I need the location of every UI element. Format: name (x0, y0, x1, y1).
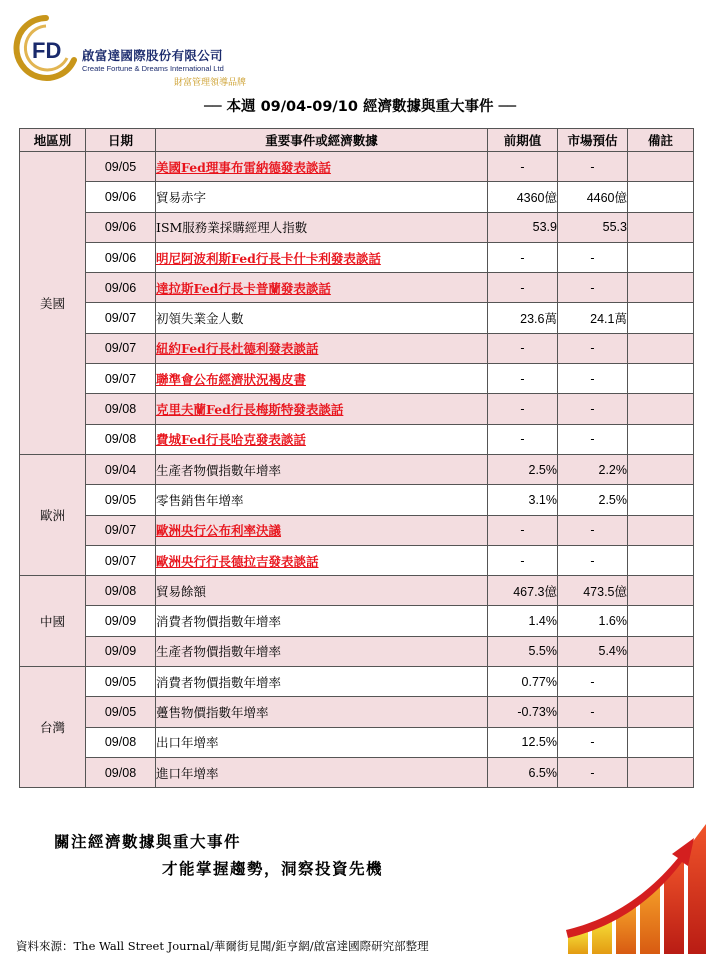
event-cell: 初領失業金人數 (156, 303, 488, 333)
region-cell: 中國 (20, 576, 86, 667)
previous-value-cell: 53.9 (488, 212, 558, 242)
header-forecast: 市場預估 (558, 129, 628, 152)
table-row (20, 576, 694, 606)
date-cell: 09/09 (86, 606, 156, 636)
table-row (20, 727, 694, 757)
growth-chart-illustration (560, 818, 710, 956)
slogan-line-2: 才能掌握趨勢，洞察投資先機 (162, 859, 384, 878)
event-cell: 美國Fed理事布雷納德發表談話 (156, 152, 488, 182)
previous-value-cell: 12.5% (488, 727, 558, 757)
table-row (20, 394, 694, 424)
event-cell: 零售銷售年增率 (156, 485, 488, 515)
previous-value-cell: - (488, 394, 558, 424)
table-row (20, 152, 694, 182)
note-cell (628, 454, 694, 484)
company-name-en: Create Fortune & Dreams International Ltd (82, 64, 224, 73)
region-cell: 美國 (20, 152, 86, 455)
previous-value-cell: 3.1% (488, 485, 558, 515)
date-cell: 09/06 (86, 212, 156, 242)
previous-value-cell: - (488, 273, 558, 303)
events-table (19, 128, 694, 788)
forecast-value-cell: - (558, 394, 628, 424)
table-row (20, 515, 694, 545)
forecast-value-cell: 24.1萬 (558, 303, 628, 333)
note-cell (628, 273, 694, 303)
forecast-value-cell: - (558, 424, 628, 454)
table-row (20, 333, 694, 363)
event-cell: 生產者物價指數年增率 (156, 454, 488, 484)
page-title: ── 本週 09/04-09/10 經濟數據與重大事件 ── (204, 99, 516, 115)
date-cell: 09/08 (86, 424, 156, 454)
forecast-value-cell: - (558, 273, 628, 303)
header-previous: 前期值 (488, 129, 558, 152)
date-cell: 09/08 (86, 576, 156, 606)
table-row (20, 242, 694, 272)
note-cell (628, 152, 694, 182)
event-cell: 歐洲央行公布利率決議 (156, 515, 488, 545)
date-cell: 09/05 (86, 697, 156, 727)
previous-value-cell: - (488, 333, 558, 363)
previous-value-cell: 4360億 (488, 182, 558, 212)
forecast-value-cell: 473.5億 (558, 576, 628, 606)
event-cell: 克里夫蘭Fed行長梅斯特發表談話 (156, 394, 488, 424)
date-cell: 09/07 (86, 303, 156, 333)
event-cell: 費城Fed行長哈克發表談話 (156, 424, 488, 454)
table-header-row (20, 129, 694, 152)
event-cell: 出口年增率 (156, 727, 488, 757)
forecast-value-cell: 5.4% (558, 636, 628, 666)
previous-value-cell: - (488, 515, 558, 545)
table-row (20, 454, 694, 484)
event-cell: 明尼阿波利斯Fed行長卡什卡利發表談話 (156, 242, 488, 272)
forecast-value-cell: - (558, 364, 628, 394)
table-row (20, 273, 694, 303)
forecast-value-cell: - (558, 545, 628, 575)
table-row (20, 545, 694, 575)
note-cell (628, 545, 694, 575)
date-cell: 09/04 (86, 454, 156, 484)
slogan-line-1: 關注經濟數據與重大事件 (54, 832, 242, 851)
header-note: 備註 (628, 129, 694, 152)
forecast-value-cell: - (558, 515, 628, 545)
date-cell: 09/08 (86, 727, 156, 757)
previous-value-cell: -0.73% (488, 697, 558, 727)
event-cell: 貿易餘額 (156, 576, 488, 606)
note-cell (628, 727, 694, 757)
note-cell (628, 364, 694, 394)
forecast-value-cell: 2.2% (558, 454, 628, 484)
date-cell: 09/05 (86, 667, 156, 697)
previous-value-cell: - (488, 152, 558, 182)
table-row (20, 667, 694, 697)
forecast-value-cell: 55.3 (558, 212, 628, 242)
forecast-value-cell: - (558, 697, 628, 727)
table-row (20, 182, 694, 212)
previous-value-cell: 6.5% (488, 757, 558, 787)
date-cell: 09/07 (86, 545, 156, 575)
note-cell (628, 515, 694, 545)
note-cell (628, 424, 694, 454)
table-row (20, 606, 694, 636)
date-cell: 09/06 (86, 182, 156, 212)
event-cell: 躉售物價指數年增率 (156, 697, 488, 727)
note-cell (628, 394, 694, 424)
previous-value-cell: 467.3億 (488, 576, 558, 606)
company-logo (12, 14, 272, 86)
header-region: 地區別 (20, 129, 86, 152)
previous-value-cell: - (488, 364, 558, 394)
date-cell: 09/05 (86, 485, 156, 515)
event-cell: 聯準會公布經濟狀況褐皮書 (156, 364, 488, 394)
table-row (20, 212, 694, 242)
logo-letters: FD (32, 38, 62, 63)
note-cell (628, 636, 694, 666)
previous-value-cell: 2.5% (488, 454, 558, 484)
forecast-value-cell: - (558, 152, 628, 182)
date-cell: 09/07 (86, 364, 156, 394)
previous-value-cell: - (488, 424, 558, 454)
table-row (20, 636, 694, 666)
header-date: 日期 (86, 129, 156, 152)
date-cell: 09/06 (86, 273, 156, 303)
note-cell (628, 333, 694, 363)
previous-value-cell: 0.77% (488, 667, 558, 697)
forecast-value-cell: 1.6% (558, 606, 628, 636)
date-cell: 09/08 (86, 757, 156, 787)
previous-value-cell: - (488, 545, 558, 575)
source-note: 資料來源：The Wall Street Journal/華爾街見聞/鉅亨網/啟富達國際研究部整理 (16, 939, 429, 953)
table-row (20, 757, 694, 787)
event-cell: 貿易赤字 (156, 182, 488, 212)
event-cell: ISM服務業採購經理人指數 (156, 212, 488, 242)
previous-value-cell: 23.6萬 (488, 303, 558, 333)
note-cell (628, 485, 694, 515)
table-row (20, 424, 694, 454)
event-cell: 生產者物價指數年增率 (156, 636, 488, 666)
event-cell: 進口年增率 (156, 757, 488, 787)
table-row (20, 364, 694, 394)
event-cell: 消費者物價指數年增率 (156, 606, 488, 636)
forecast-value-cell: - (558, 667, 628, 697)
table-row (20, 485, 694, 515)
previous-value-cell: - (488, 242, 558, 272)
note-cell (628, 757, 694, 787)
table-body (20, 152, 694, 788)
date-cell: 09/05 (86, 152, 156, 182)
table-row (20, 697, 694, 727)
forecast-value-cell: 4460億 (558, 182, 628, 212)
table-row (20, 303, 694, 333)
date-cell: 09/07 (86, 515, 156, 545)
event-cell: 消費者物價指數年增率 (156, 667, 488, 697)
event-cell: 達拉斯Fed行長卡普蘭發表談話 (156, 273, 488, 303)
note-cell (628, 697, 694, 727)
note-cell (628, 303, 694, 333)
note-cell (628, 606, 694, 636)
forecast-value-cell: - (558, 757, 628, 787)
company-slogan: 財富管理領導品牌 (174, 78, 247, 88)
company-name-cn: 啟富達國際股份有限公司 (82, 48, 223, 63)
forecast-value-cell: - (558, 333, 628, 363)
forecast-value-cell: - (558, 727, 628, 757)
date-cell: 09/07 (86, 333, 156, 363)
header-event: 重要事件或經濟數據 (156, 129, 488, 152)
date-cell: 09/06 (86, 242, 156, 272)
event-cell: 紐約Fed行長杜德利發表談話 (156, 333, 488, 363)
note-cell (628, 212, 694, 242)
forecast-value-cell: - (558, 242, 628, 272)
note-cell (628, 242, 694, 272)
previous-value-cell: 5.5% (488, 636, 558, 666)
note-cell (628, 667, 694, 697)
region-cell: 歐洲 (20, 454, 86, 575)
note-cell (628, 576, 694, 606)
date-cell: 09/08 (86, 394, 156, 424)
date-cell: 09/09 (86, 636, 156, 666)
previous-value-cell: 1.4% (488, 606, 558, 636)
fd-logo-icon (12, 14, 80, 82)
region-cell: 台灣 (20, 667, 86, 788)
event-cell: 歐洲央行行長德拉吉發表談話 (156, 545, 488, 575)
forecast-value-cell: 2.5% (558, 485, 628, 515)
note-cell (628, 182, 694, 212)
